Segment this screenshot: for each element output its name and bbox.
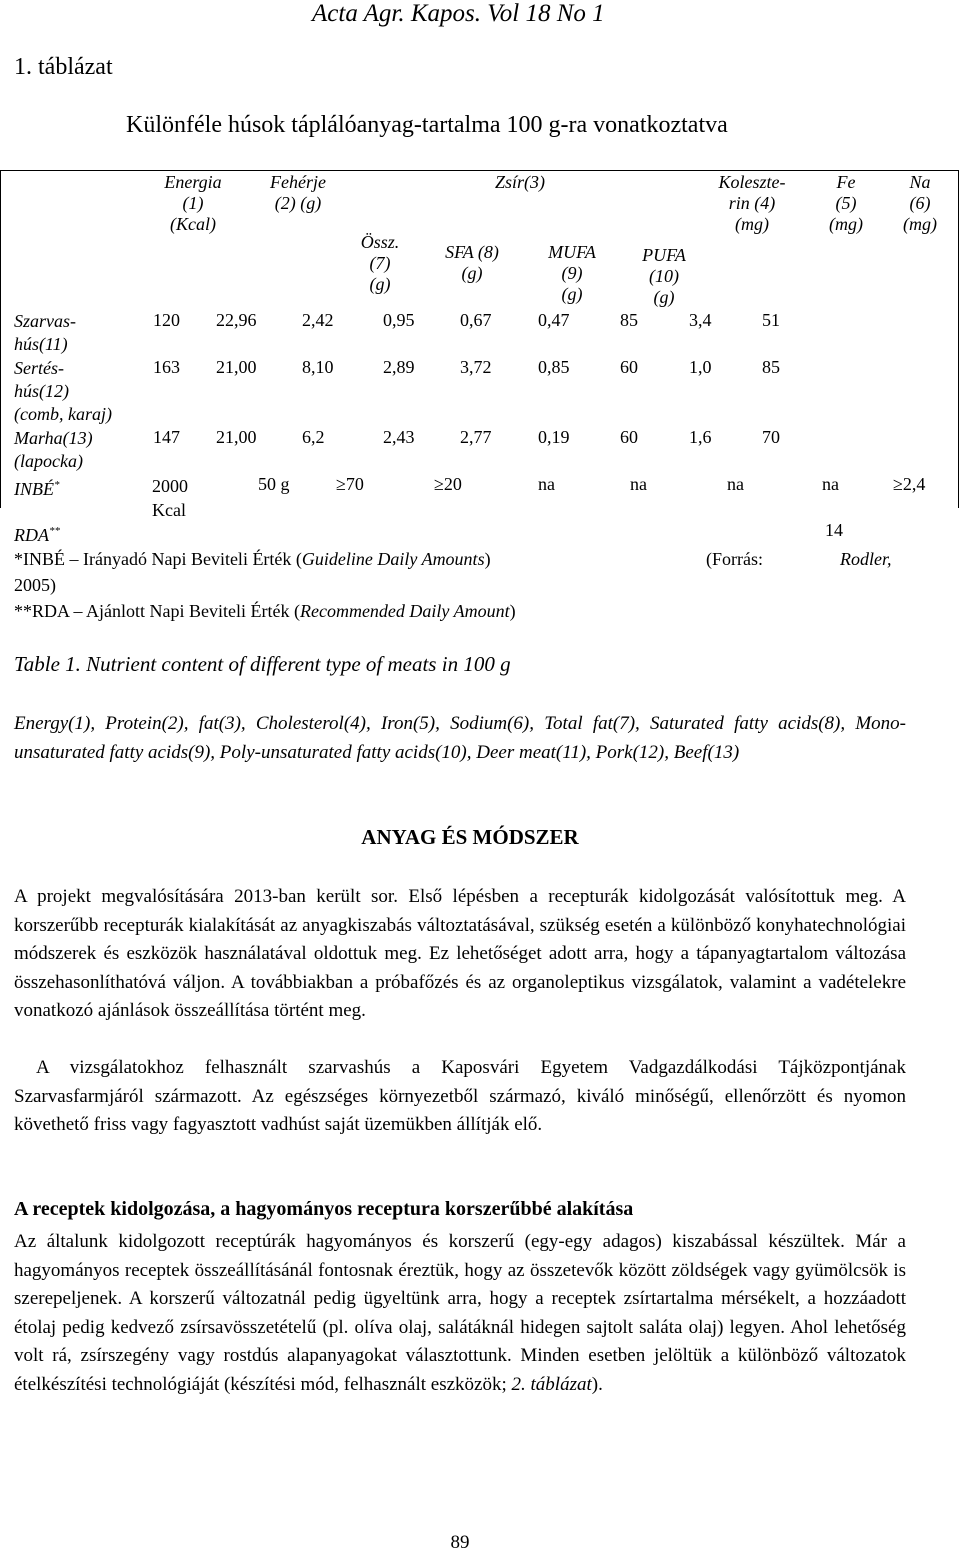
table-label: 1. táblázat: [14, 54, 113, 80]
cell: ≥70: [336, 474, 364, 494]
cell: ≥20: [434, 474, 462, 494]
footnote-forras: (Forrás:: [706, 549, 763, 569]
footnote-rodler: Rodler,: [840, 549, 892, 569]
cell: na: [630, 474, 647, 494]
cell: 22,96: [216, 310, 257, 330]
footnote-rda: **RDA – Ajánlott Napi Beviteli Érték (Recommended Daily Amount): [14, 601, 516, 621]
header-sfa: SFA (8) (g): [445, 242, 499, 283]
cell: 2,89: [383, 357, 415, 377]
paragraph-1: A projekt megvalósítására 2013-ban került sor. Első lépésben a recepturák kidolgozását valósítottuk meg. A korszerűbb recepturák kialakítását az anyagkiszabás változtatásával, szükség esetén a különböző konyhatechnológiai módszerek és eszközök használatával oldottuk meg. Ez lehetőséget adott arra, hogy a tápanyagtartalom változása összehasonlíthatóvá váljon. A továbbiakban a próbafőzés és az organoleptikus vizsgálatok, valamint a vadételekre vonatkozó ajánlások összeállítása történt meg.: [14, 886, 906, 1021]
cell-energy: 2000 Kcal: [152, 476, 188, 520]
section-heading: ANYAG ÉS MÓDSZER: [361, 825, 579, 849]
table-frame: [0, 170, 959, 508]
cell: 2,77: [460, 427, 492, 447]
row-label-marha: Marha(13) (lapocka): [14, 428, 93, 471]
footnote-inbe: *INBÉ – Irányadó Napi Beviteli Érték (Guideline Daily Amounts): [14, 549, 491, 569]
subheading: A receptek kidolgozása, a hagyományos receptura korszerűbbé alakítása: [14, 1198, 634, 1220]
paragraph-3: Az általunk kidolgozott receptúrák hagyományos és korszerű (egy-egy adagos) kiszabással készültek. Már a hagyományos receptek összeállításánál fontosnak éreztük, hogy az összetevők között zöldségek vagy gyümölcsök is szerepeljenek. A korszerű változatnál pedig ügyeltünk arra, hogy a receptek zsírtartalma mérsékelt, a hozzáadott étolaj pedig kedvező zsírsavösszetételű (pl. olíva olaj, salátáknál hidegen sajtolt saláta olaj) legyen. Ahol lehetőség volt rá, zsírszegény vagy rostdús alapanyagokat választottunk. Minden esetben jelöltük a különböző változatok ételkészítési technológiáját (készítési mód, felhasznált eszközök; 2. táblázat).: [14, 1231, 906, 1395]
row-label-serteshus: Sertés- hús(12) (comb, karaj): [14, 358, 112, 424]
cell: 3,72: [460, 357, 492, 377]
cell: 0,67: [460, 310, 492, 330]
cell: na: [822, 474, 839, 494]
cell: 3,4: [689, 310, 712, 330]
cell: 60: [620, 357, 638, 377]
page-number: 89: [450, 1532, 470, 1553]
cell: 2,42: [302, 310, 334, 330]
cell: 0,85: [538, 357, 570, 377]
cell: 1,6: [689, 427, 712, 447]
header-feherje: Fehérje (2) (g): [270, 172, 326, 213]
cell: 21,00: [216, 427, 257, 447]
cell: 0,47: [538, 310, 570, 330]
footnote-year: 2005): [14, 575, 56, 595]
cell: 14: [825, 520, 843, 540]
cell: 85: [762, 357, 780, 377]
legend-en: Energy(1), Protein(2), fat(3), Cholesterol(4), Iron(5), Sodium(6), Total fat(7), Saturated fatty acids(8), Mono-unsaturated fatty acids(9), Poly-unsaturated fatty acids(10), Deer meat(11), Pork(12), Beef(13): [14, 713, 906, 763]
cell: 0,95: [383, 310, 415, 330]
header-mufa: MUFA (9) (g): [548, 242, 596, 304]
cell: 51: [762, 310, 780, 330]
table-title: Különféle húsok táplálóanyag-tartalma 100 g-ra vonatkoztatva: [126, 112, 728, 138]
row-label-rda: RDA**: [14, 525, 60, 545]
cell: 0,19: [538, 427, 570, 447]
row-label-inbe: INBÉ*: [14, 479, 60, 499]
cell: na: [538, 474, 555, 494]
row-label-szarvashus: Szarvas- hús(11): [14, 311, 76, 354]
cell: 2,43: [383, 427, 415, 447]
header-energia: Energia (1) (Kcal): [164, 172, 222, 234]
header-pufa: PUFA (10) (g): [642, 245, 686, 307]
table-caption-en: Table 1. Nutrient content of different type of meats in 100 g: [14, 652, 511, 676]
cell: 85: [620, 310, 638, 330]
header-zsir: Zsír(3): [495, 172, 546, 192]
header-ossz: Össz. (7) (g): [360, 232, 400, 294]
paragraph-2: A vizsgálatokhoz felhasznált szarvashús a Kaposvári Egyetem Vadgazdálkodási Tájközpontjának Szarvasfarmjáról származott. Az egészséges környezetből származó, kiváló minőségű, ellenőrzött és nyomon követhető friss vagy fagyasztott vadhúst saját üzemükben állítják elő.: [14, 1057, 906, 1135]
header-koleszterin: Koleszte- rin (4) (mg): [718, 172, 786, 234]
cell: 50 g: [258, 474, 290, 494]
header-fe: Fe (5) (mg): [829, 172, 863, 234]
cell: 8,10: [302, 357, 334, 377]
cell: 163: [153, 357, 180, 377]
cell: 120: [153, 310, 180, 330]
cell: 70: [762, 427, 780, 447]
header-na: Na (6) (mg): [903, 172, 937, 234]
cell: ≥2,4: [893, 474, 926, 494]
cell: na: [727, 474, 744, 494]
cell: 147: [153, 427, 180, 447]
running-header: Acta Agr. Kapos. Vol 18 No 1: [312, 0, 605, 27]
cell: 60: [620, 427, 638, 447]
cell: 21,00: [216, 357, 257, 377]
cell: 1,0: [689, 357, 712, 377]
cell: 6,2: [302, 427, 325, 447]
